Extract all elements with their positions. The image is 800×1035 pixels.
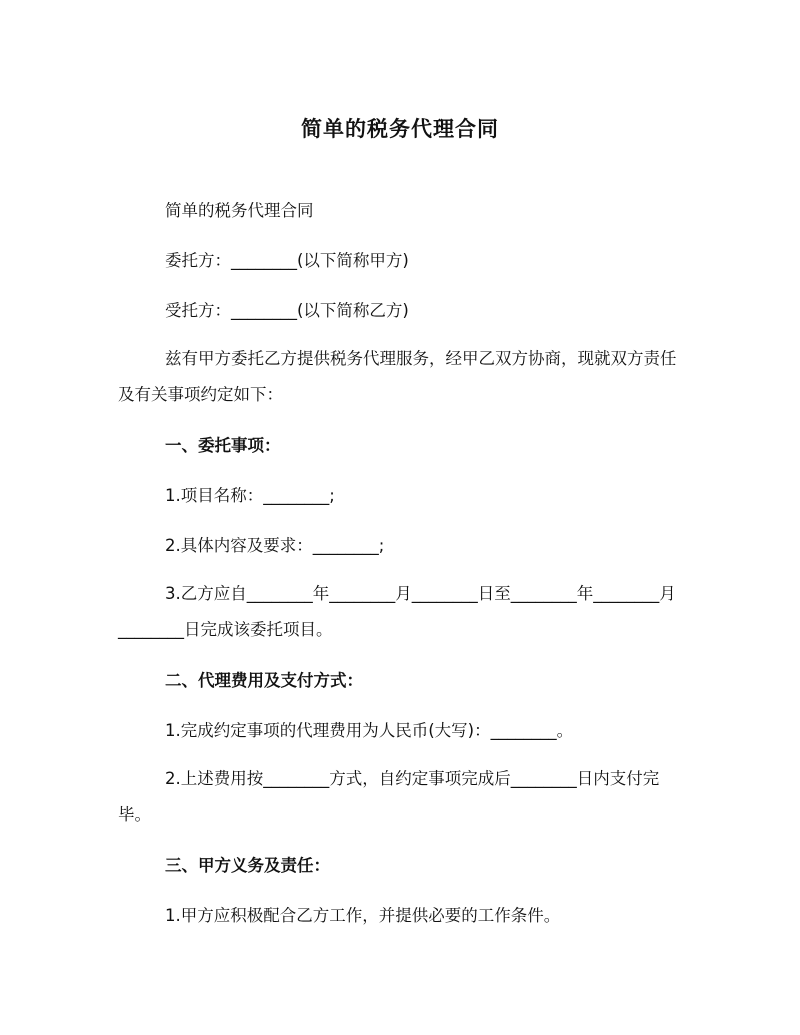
paragraph-item-1-2: 2.具体内容及要求：________;: [165, 536, 385, 555]
paragraph-item-3-1: 1.甲方应积极配合乙方工作，并提供必要的工作条件。: [165, 906, 561, 925]
paragraph-subtitle: 简单的税务代理合同: [165, 201, 314, 220]
section-heading-2: 二、代理费用及支付方式：: [165, 671, 363, 690]
paragraph-item-2-1: 1.完成约定事项的代理费用为人民币(大写)：________。: [165, 721, 574, 740]
document-title: 简单的税务代理合同: [301, 117, 499, 141]
section-heading-3: 三、甲方义务及责任：: [165, 856, 330, 875]
paragraph-preamble: 兹有甲方委托乙方提供税务代理服务，经甲乙双方协商，现就双方责任及有关事项约定如下：: [118, 349, 677, 404]
paragraph-agent: 受托方：________(以下简称乙方): [165, 301, 409, 320]
paragraph-item-1-3: 3.乙方应自________年________月________日至________年________月________日完成该委托项目。: [118, 584, 676, 639]
paragraph-item-2-2: 2.上述费用按________方式，自约定事项完成后________日内支付完毕。: [118, 769, 660, 824]
paragraph-item-1-1: 1.项目名称：________;: [165, 486, 335, 505]
section-heading-1: 一、委托事项：: [165, 436, 281, 455]
paragraph-client: 委托方：________(以下简称甲方): [165, 251, 409, 270]
